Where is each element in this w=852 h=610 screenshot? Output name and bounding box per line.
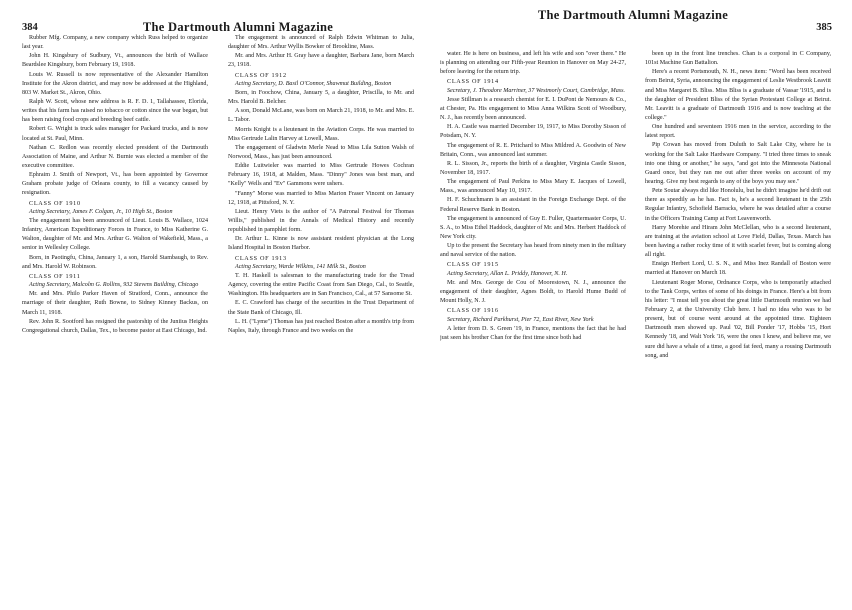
paragraph: "Fanny" Morse was married to Miss Marion Fraser Vincent on January 12, 1918, at Pittsford, N. Y. xyxy=(228,190,414,206)
paragraph: Dr. Arthur L. Kinne is now assistant resident physician at the Long Island Hospital in Boston Harbor. xyxy=(228,236,414,252)
paragraph: Mr. and Mrs. Philo Parker Haven of Stratford, Conn., announce the marriage of their daughter, Ruth Bowne, to Sidney Kinney Backus, on March 11, 1918. xyxy=(22,291,208,316)
running-head-right: The Dartmouth Alumni Magazine xyxy=(537,8,729,22)
paragraph: The engagement has been announced of Lieut. Louis B. Wallace, 1024 Infantry, American Expeditionary Forces in France, to Miss Katherine G. Walton, daughter of Mr. and Mrs. Arthur G. Walton of Wakefield, Mass., a senior in Wellesley College. xyxy=(22,217,208,252)
secretary-line: Secretary, Richard Parkhurst, Pier 72, East River, New York xyxy=(447,316,594,323)
secretary-line: Acting Secretary, Allan L. Priddy, Hanover, N. H. xyxy=(447,270,568,277)
secretary-line: Acting Secretary, D. Basil O'Connor, Shawmut Building, Boston xyxy=(235,80,392,87)
paragraph: Pip Cowan has moved from Duluth to Salt Lake City, where he is working for the Salt Lake Hardware Company. "I tried three times to sneak into one thing or another," he says, "and got into the Minnesota National Guard once, but they ran me out after three weeks on account of my hearing. Give my best regards to any of the boys you may see." xyxy=(645,142,831,185)
column-2 xyxy=(228,34,414,594)
secretary-line: Acting Secretary, Malcolm G. Rollins, 932 Stevens Building, Chicago xyxy=(29,282,199,289)
text-columns xyxy=(0,34,852,594)
paragraph: R. L. Sisson, Jr., reports the birth of a daughter, Virginia Castle Sisson, November 18, 1917. xyxy=(440,160,626,176)
paragraph: Lieutenant Roger Morse, Ordnance Corps, who is temporarily attached to the Tank Corps, writes of some of his doings in France. Here's a bit from his letter: "I must tell you about the great little Dartmouth reunion we had February 2, at the University Club here. I had no idea who was to be present, but of course went around at the appointed time. Eighteen Dartmouth men showed up. Paul '02, Bill Ponder '17, Hobbs '15, Hort Kennedy '18, and Walt York '16, were the ones I knew, and believe me, we sure did have a whale of a time, a good fat feed, many a rousing Dartmouth song, and xyxy=(645,279,831,359)
paragraph: Rubber Mfg. Company, a new company which Russ helped to organize last year. xyxy=(22,35,208,51)
paragraph: The engagement of Paul Perkins to Miss Mary E. Jacques of Lowell, Mass., was announced May 10, 1917. xyxy=(440,179,626,195)
paragraph: H. F. Schuchmann is an assistant in the Foreign Exchange Dept. of the Federal Reserve Bank in Boston. xyxy=(440,197,626,213)
class-heading: CLASS OF 1913 xyxy=(235,254,287,262)
paragraph: The engagement of Gladwin Merle Nead to Miss Lila Sutton Walsh of Norwood, Mass., has just been announced. xyxy=(228,144,414,160)
paragraph: Harry Morehie and Hiram John McClellan, who is a second lieutenant, are training at the aviation school at Love Field, Dallas, Texas. March has been having a rather rocky time of it with scarlet fever, but is coming along all right. xyxy=(645,224,831,259)
secretary-line: Acting Secretary, James F. Colgan, Jr., 10 High St., Boston xyxy=(29,208,173,215)
paragraph: The engagement is announced of Ralph Edwin Whitman to Julia, daughter of Mrs. Arthur Wyllis Bowker of Brookline, Mass. xyxy=(228,35,414,51)
class-heading: CLASS OF 1916 xyxy=(447,307,499,315)
folio-left: 384 xyxy=(22,22,38,33)
paragraph: T. H. Haskell is salesman to the manufacturing trade for the Tread Agency, covering the entire Pacific Coast from San Diego, Cal., to Seattle, Washington. His headquarters are in San Francisco, Cal., at 57 Sansome St. xyxy=(228,272,414,298)
column-1 xyxy=(22,34,208,594)
paragraph: L. H. ("Lyme") Thomas has just reached Boston after a month's trip from Naples, Italy, through France and two weeks on the xyxy=(228,318,414,334)
paragraph: The engagement of R. E. Pritchard to Miss Mildred A. Goodwin of New Britain, Conn., was announced last summer. xyxy=(440,142,626,158)
page-header xyxy=(0,8,852,34)
paragraph: Nathan C. Redlon was recently elected president of the Dartmouth Association of Maine, and Arthur N. Burnie was elected a member of the executive committee. xyxy=(22,144,208,169)
class-heading: CLASS OF 1915 xyxy=(447,261,499,269)
class-heading: CLASS OF 1912 xyxy=(235,71,287,79)
class-heading: CLASS OF 1914 xyxy=(447,78,499,86)
paragraph: Born, in Foochow, China, January 5, a daughter, Priscilla, to Mr. and Mrs. Harold B. Belcher. xyxy=(228,90,414,106)
paragraph: been up in the front line trenches. Chan is a corporal in C Company, 101st Machine Gun Battalion. xyxy=(645,51,831,67)
paragraph: Up to the present the Secretary has heard from ninety men in the military and naval service of the nation. xyxy=(440,243,626,259)
paragraph: Morris Knight is a lieutenant in the Aviation Corps. He was married to Miss Gertrude Lalin Harvey at Lowell, Mass. xyxy=(228,126,414,142)
paragraph: A son, Donald McLane, was born on March 21, 1918, to Mr. and Mrs. E. L. Tabor. xyxy=(228,108,414,124)
paragraph: Lieut. Henry Viets is the author of "A Patronal Festival for Thomas Willis," published in the Annals of Medical History and recently republished in pamphlet form. xyxy=(228,208,414,234)
paragraph: Here's a recent Portsmouth, N. H., news item: "Word has been received from Beirut, Syria, announcing the engagement of Leslie Westbrook Leavitt and Miss Margaret B. Bliss. Miss Bliss is a graduate of Vassar '1915, and is the daughter of President Bliss of the Syrian Protestant College at Beirut. Mr. Leavitt is a graduate of Dartmouth 1916 and is now teaching at the college." xyxy=(645,69,831,121)
paragraph: Mr. and Mrs. George de Cou of Moorestown, N. J., announce the engagement of their daughter, Agnes Boldt, to Harold Hume Budd of Mount Holly, N. J. xyxy=(440,279,626,305)
column-4 xyxy=(645,50,831,610)
class-heading: CLASS OF 1911 xyxy=(29,272,81,280)
paragraph: Rev. John R. Sootford has resigned the pastorship of the Juniius Heights Congregational church, Dallas, Tex., to become pastor at East Chicago, Ind. xyxy=(22,318,208,334)
paragraph: H. A. Castle was married December 19, 1917, to Miss Dorothy Sisson of Potsdam, N. Y. xyxy=(440,124,626,140)
paragraph: The engagement is announced of Guy E. Fuller, Quartermaster Corps, U. S. A., to Miss Ethel Haddock, daughter of Mr. and Mrs. Herbert Haddock of New York city. xyxy=(440,215,626,240)
paragraph: Pete Soutar always did like Honolulu, but he didn't imagine he'd drift out there as speedily as he has. Fact is, he's a second lieutenant in the 25th Regular Infantry, Schofield Barracks, where he was detailed after a course in the Officers Training Camp at Fort Leavenworth. xyxy=(645,188,831,222)
secretary-line: Secretary, J. Theodore Marriner, 37 Westmorly Court, Cambridge, Mass. xyxy=(447,87,626,94)
paragraph: Robert G. Wright is truck sales manager for Packard trucks, and is now located at St. Paul, Minn. xyxy=(22,126,208,142)
paragraph: Mr. and Mrs. Arthur H. Gray have a daughter, Barbara Jane, born March 23, 1918. xyxy=(228,53,414,69)
paragraph: Louis W. Russell is now representative of the Alexander Hamilton Institute for the Akron district, and may now be addressed at the Highland, 803 W. Market St., Akron, Ohio. xyxy=(22,71,208,96)
paragraph: Ensign Herbert Lord, U. S. N., and Miss Inez Randall of Boston were married at Hanover on March 18. xyxy=(645,261,831,277)
secretary-line: Acting Secretary, Warde Wilkins, 141 Milk St., Boston xyxy=(235,263,366,270)
paragraph: Born, in Paotingfu, China, January 1, a son, Harold Stambaugh, to Rev. and Mrs. Harold W. Robinson. xyxy=(22,254,208,270)
paragraph: John H. Kingsbury of Sudbury, Vt., announces the birth of Wallace Beardslee Kingsbury, born February 19, 1918. xyxy=(22,53,208,69)
paragraph: Ephraim J. Smith of Newport, Vt., has been appointed by Governor Graham probate judge of Orleans county, to fill a vacancy caused by resignation. xyxy=(22,172,208,197)
class-heading: CLASS OF 1910 xyxy=(29,199,81,207)
column-3 xyxy=(440,50,626,610)
paragraph: One hundred and seventeen 1916 men in the service, according to the latest report. xyxy=(645,124,831,140)
folio-right: 385 xyxy=(816,22,832,33)
running-head-left: The Dartmouth Alumni Magazine xyxy=(142,20,334,34)
paragraph: E. C. Crawford has charge of the securities in the Trust Department of the State Bank of Chicago, Ill. xyxy=(228,300,414,316)
paragraph: Jesse Stillman is a research chemist for E. I. DuPont de Nemours & Co., at Chester, Pa. His engagement to Miss Anna Wilkins Scott of Woodbury, N. J., has recently been announced. xyxy=(440,96,626,122)
paragraph: Eddie Luitwieler was married to Miss Gertrude Howes Cochran February 16, 1918, at Malden, Mass. "Dinny" Jones was best man, and "Kelly" Wells and "Ev" Gammons were ushers. xyxy=(228,163,414,188)
paragraph: water. He is here on business, and left his wife and son "over there." He is planning on attending our Fifth-year Reunion in Hanover on May 24-27, before leaving for the return trip. xyxy=(440,51,626,76)
paragraph: Ralph W. Scott, whose new address is R. F. D. 1, Tallahassee, Elorida, writes that his farm has raised no tobacco or cotton since the war began, but has been raising food crops and breeding beef cattle. xyxy=(22,98,208,124)
paragraph: A letter from D. S. Green '19, in France, mentions the fact that he had just seen his brother Chan for the first time since both had xyxy=(440,325,626,341)
